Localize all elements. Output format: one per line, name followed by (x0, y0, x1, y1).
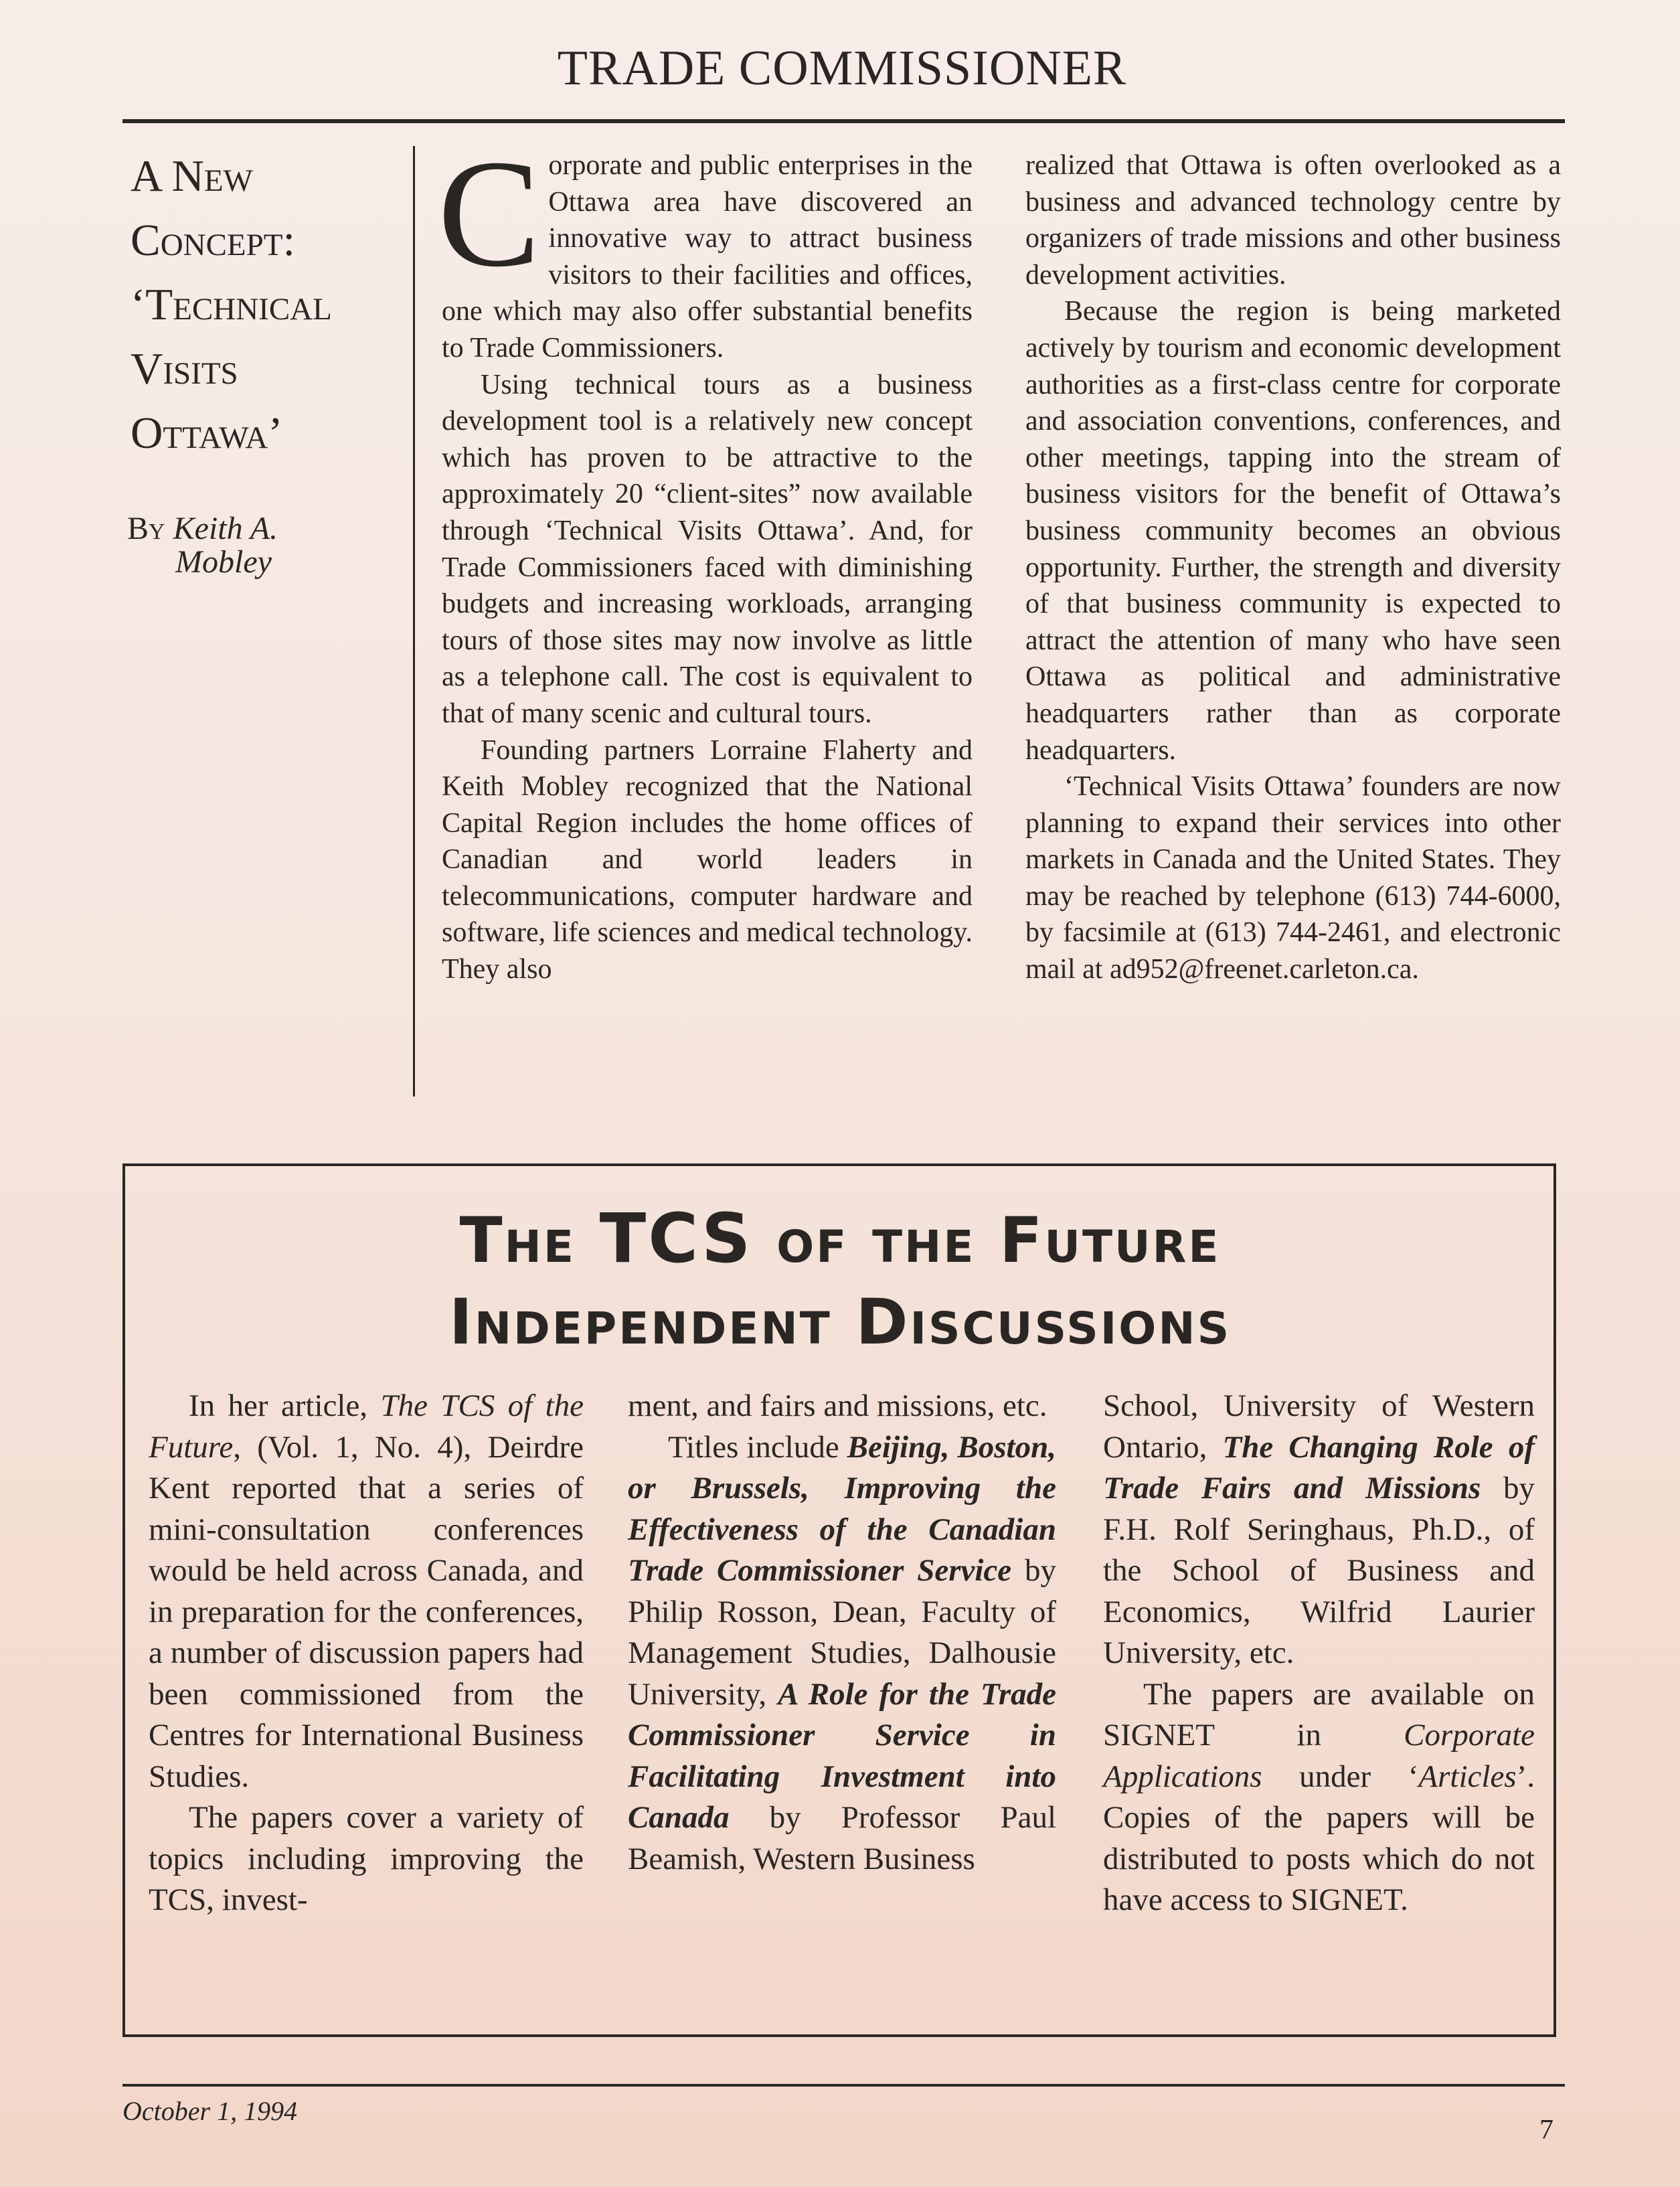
boxed-paragraph: ment, and fairs and missions, etc. (628, 1388, 1047, 1423)
article-column-2 (1025, 147, 1561, 988)
boxed-column-1 (149, 1386, 584, 1921)
title-line: Ottawa’ (131, 408, 283, 458)
boxed-article-title: The TCS of the Future Independent Discussions (448, 1199, 1232, 1359)
author-name: Keith A. (173, 511, 278, 546)
author-surname: Mobley (175, 544, 272, 580)
article-paragraph: ‘Technical Visits Ottawa’ founders are now planning to expand their services into other markets in Canada and the United States. They may be reached by telephone (613) 744-6000, by facsimile at (613) 744-2461, and electronic mail at ad952@freenet.carleton.ca. (1025, 771, 1561, 985)
article-paragraph: Corporate and public enterprises in the Ottawa area have discovered an innovative way to attract business visitors to their facilities and offices, one which may also offer substantial benefits to Trade Commissioners. (438, 128, 973, 363)
column-divider (413, 146, 415, 1097)
byline-prefix: By (127, 511, 165, 546)
issue-date: October 1, 1994 (122, 2096, 298, 2126)
article-paragraph: Founding partners Lorraine Flaherty and Keith Mobley recognized that the National Capital Region includes the home offices of Canadian and world leaders in telecommunications, computer hardware and software, life sciences and medical technology. They also (442, 734, 973, 985)
byline (127, 512, 368, 579)
article-title (131, 144, 412, 465)
title-line: ‘Technical (131, 280, 332, 329)
article-paragraph: Using technical tours as a business development tool is a relatively new concept which has proven to be attractive to the approximately 20 “client-sites” now available through ‘Technical Visits Ottawa’. And, for Trade Commissioners faced with diminishing budgets and increasing workloads, arranging tours of those sites may now involve as little as a telephone call. The cost is equivalent to that of many scenic and cultural tours. (442, 369, 973, 729)
boxed-column-2 (628, 1386, 1056, 1880)
boxed-paragraph: The papers cover a variety of topics including improving the TCS, invest- (149, 1800, 584, 1917)
article-paragraph: Because the region is being marketed actively by tourism and economic development authorities as a first-class centre for corporate and association conventions, conferences, and other meetings, tapping into the stream of business visitors for the benefit of Ottawa’s business community becomes an obvious opportunity. Further, the strength and diversity of that business community is expected to attract the attention of many who have seen Ottawa as political and administrative headquarters rather than as corporate headquarters. (1025, 296, 1561, 766)
title-line: Visits (131, 344, 238, 394)
drop-cap: C (438, 128, 541, 299)
boxed-paragraph: In her article, The TCS of the Future, (Vol. 1, No. 4), Deirdre Kent reported that a series of mini-consultation conferences would be held across Canada, and in preparation for the conferences, a number of discussion papers had been commissioned from the Centres for International Business Studies. (149, 1388, 584, 1794)
running-head: TRADE COMMISSIONER (557, 41, 1127, 96)
title-line: A New (131, 151, 253, 201)
boxed-paragraph: Titles include Beijing, Boston, or Brussels, Improving the Effectiveness of the Canadian Trade Commissioner Service by Philip Rosson, Dean, Faculty of Management Studies, Dalhousie University, A Role for the Trade Commissioner Service in Facilitating Investment into Canada by Professor Paul Beamish, Western Business (628, 1429, 1057, 1876)
boxed-paragraph: School, University of Western Ontario, The Changing Role of Trade Fairs and Missions by F.H. Rolf Seringhaus, Ph.D., of the School of Business and Economics, Wilfrid Laurier University, etc. (1103, 1388, 1535, 1670)
article-column-1 (438, 128, 973, 988)
header-rule (122, 119, 1565, 123)
title-line: Concept: (131, 216, 296, 265)
boxed-column-3 (1103, 1386, 1535, 1921)
page-number: 7 (1539, 2115, 1553, 2145)
footer-rule (122, 2084, 1565, 2087)
article-paragraph: realized that Ottawa is often overlooked as a business and advanced technology centre by organizers of trade missions and other business development activities. (1025, 150, 1561, 291)
boxed-paragraph: The papers are available on SIGNET in Corporate Applications under ‘Articles’. Copies of the papers will be distributed to posts which do not have access to SIGNET. (1103, 1676, 1535, 1917)
